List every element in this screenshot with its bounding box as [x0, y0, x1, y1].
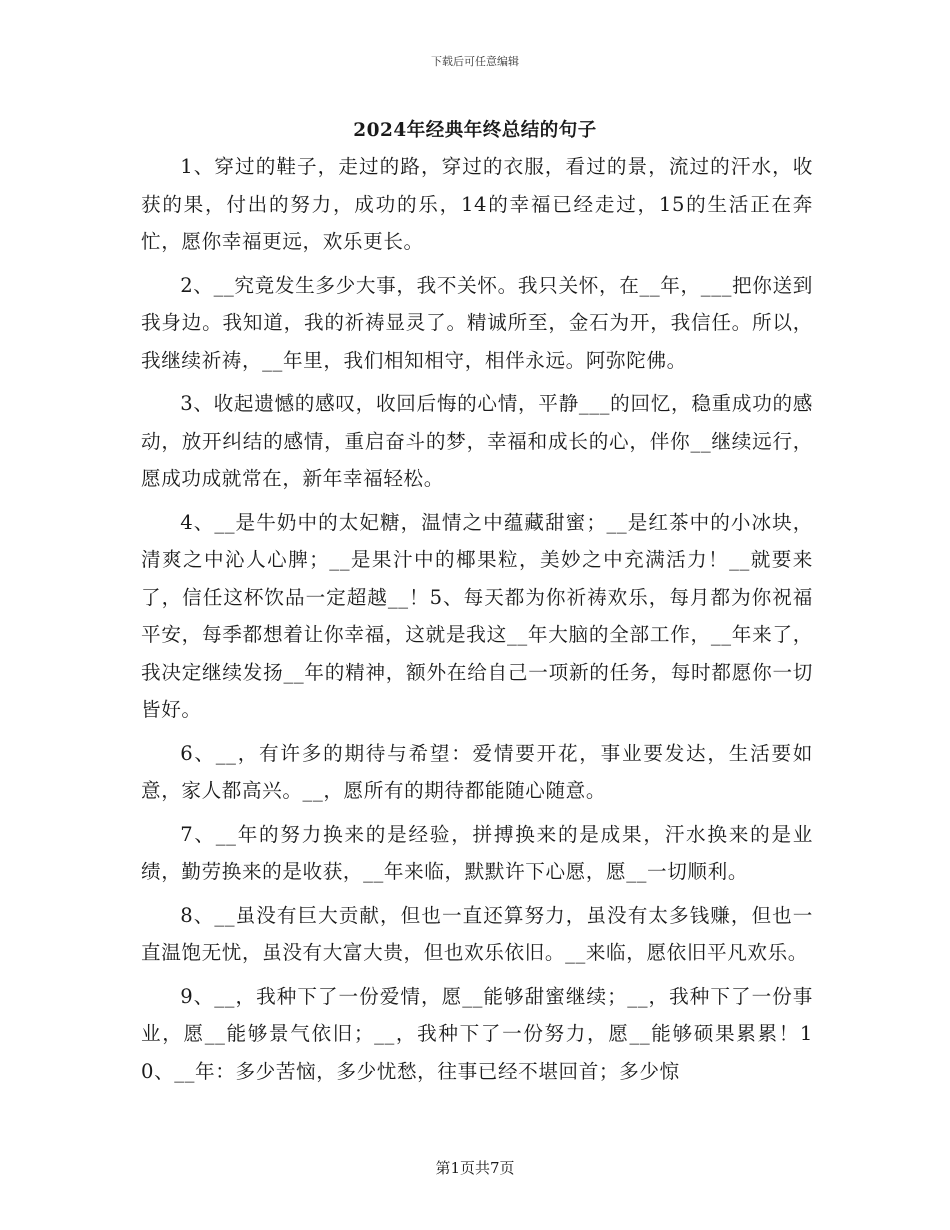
- document-body: [141, 148, 813, 1096]
- paragraph: 6、__，有许多的期待与希望：爱情要开花，事业要发达，生活要如意，家人都高兴。__，愿所有的期待都能随心随意。: [141, 741, 813, 802]
- paragraph: 8、__虽没有巨大贡献，但也一直还算努力，虽没有太多钱赚，但也一直温饱无忧，虽没有大富大贵，但也欢乐依旧。__来临，愿依旧平凡欢乐。: [141, 903, 813, 964]
- paragraph: 7、__年的努力换来的是经验，拼搏换来的是成果，汗水换来的是业绩，勤劳换来的是收获，__年来临，默默许下心愿，愿__一切顺利。: [141, 822, 813, 883]
- document-title: 2024年经典年终总结的句子: [353, 120, 597, 141]
- header-note: 下载后可任意编辑: [431, 55, 519, 68]
- paragraph: 2、__究竟发生多少大事，我不关怀。我只关怀，在__年，___把你送到我身边。我知道，我的祈祷显灵了。精诚所至，金石为开，我信任。所以，我继续祈祷，__年里，我们相知相守，相伴永远。阿弥陀佛。: [141, 273, 813, 372]
- page-number: 第1页共7页: [435, 1159, 515, 1177]
- paragraph: 9、__，我种下了一份爱情，愿__能够甜蜜继续；__，我种下了一份事业，愿__能够景气依旧；__，我种下了一份努力，愿__能够硕果累累！10、__年：多少苦恼，多少忧愁，往事已经不堪回首；多少惊: [141, 984, 813, 1083]
- paragraph: 1、穿过的鞋子，走过的路，穿过的衣服，看过的景，流过的汗水，收获的果，付出的努力，成功的乐，14的幸福已经走过，15的生活正在奔忙，愿你幸福更远，欢乐更长。: [141, 155, 813, 253]
- paragraph: 4、__是牛奶中的太妃糖，温情之中蕴藏甜蜜；__是红茶中的小冰块，清爽之中沁人心脾；__是果汁中的椰果粒，美妙之中充满活力！__就要来了，信任这杯饮品一定超越__！5、每天都为你祈祷欢乐，每月都为你祝福平安，每季都想着让你幸福，这就是我这__年大脑的全部工作，__年来了，我决定继续发扬__年的精神，额外在给自己一项新的任务，每时都愿你一切皆好。: [141, 510, 813, 721]
- paragraph: 3、收起遗憾的感叹，收回后悔的心情，平静___的回忆，稳重成功的感动，放开纠结的感情，重启奋斗的梦，幸福和成长的心，伴你__继续远行，愿成功成就常在，新年幸福轻松。: [141, 392, 813, 490]
